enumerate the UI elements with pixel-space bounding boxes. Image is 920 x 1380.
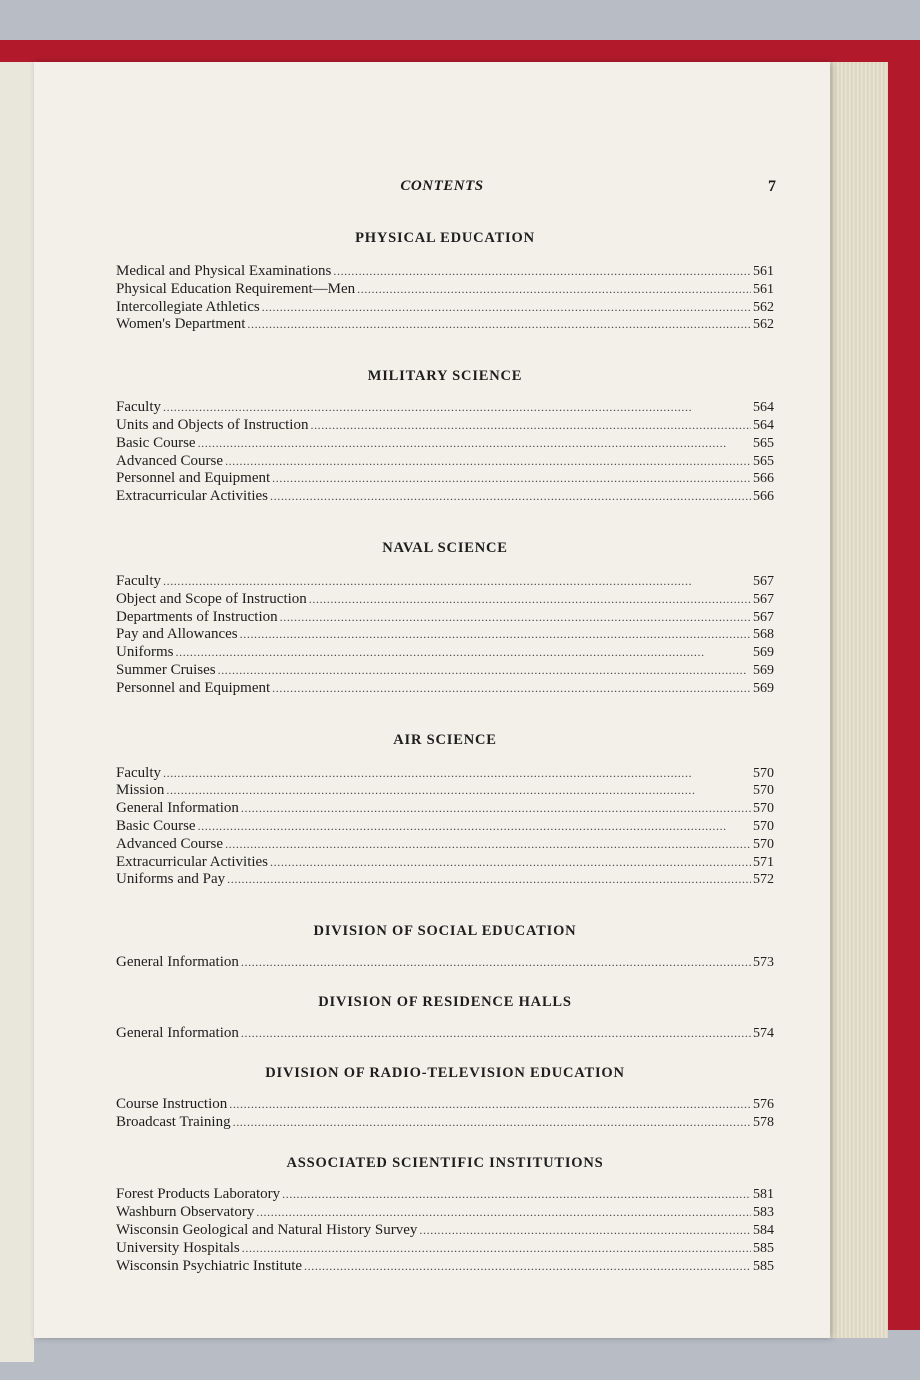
entry-page-number: 561 [753, 281, 774, 297]
toc-entry [116, 435, 774, 453]
toc-entry-list [116, 573, 774, 698]
toc-entry-list [116, 1186, 774, 1275]
section-heading: AIR SCIENCE [393, 731, 497, 748]
toc-entry [116, 417, 774, 435]
entry-page-number: 585 [753, 1258, 774, 1274]
dot-leader [198, 818, 751, 836]
toc-entry [116, 1258, 774, 1276]
entry-page-number: 578 [753, 1114, 774, 1130]
entry-label: Faculty [116, 399, 161, 416]
dot-leader [282, 1186, 751, 1204]
toc-entry [116, 782, 774, 800]
toc-entry [116, 1222, 774, 1240]
entry-label: Wisconsin Psychiatric Institute [116, 1257, 303, 1274]
entry-label: Extracurricular Activities [116, 488, 269, 505]
page-number: 7 [768, 178, 776, 195]
entry-label: Faculty [116, 764, 161, 781]
dot-leader [270, 488, 751, 506]
entry-label: Advanced Course [116, 452, 224, 469]
entry-page-number: 569 [753, 645, 774, 661]
entry-page-number: 562 [753, 299, 774, 315]
entry-page-number: 585 [753, 1240, 774, 1256]
entry-page-number: 571 [753, 854, 774, 870]
dot-leader [166, 782, 751, 800]
entry-page-number: 567 [753, 609, 774, 625]
entry-page-number: 583 [753, 1205, 774, 1221]
entry-label: Mission [116, 782, 165, 799]
toc-entry-list [116, 765, 774, 890]
toc-entry-list [116, 263, 774, 334]
toc-entry [116, 644, 774, 662]
toc-entry [116, 800, 774, 818]
toc-entry [116, 281, 774, 299]
dot-leader [357, 281, 751, 299]
toc-entry-list [116, 1025, 774, 1043]
toc-entry [116, 470, 774, 488]
dot-leader [419, 1222, 751, 1240]
toc-section [116, 923, 774, 972]
section-heading: DIVISION OF RADIO-TELEVISION EDUCATION [265, 1064, 625, 1081]
entry-label: Forest Products Laboratory [116, 1186, 281, 1203]
dot-leader [304, 1258, 751, 1276]
toc-entry [116, 453, 774, 471]
entry-label: Uniforms and Pay [116, 871, 226, 888]
entry-page-number: 570 [753, 783, 774, 799]
dot-leader [225, 453, 751, 471]
toc-entry [116, 299, 774, 317]
running-title: CONTENTS [400, 178, 484, 194]
entry-page-number: 576 [753, 1096, 774, 1112]
dot-leader [310, 417, 751, 435]
entry-label: Broadcast Training [116, 1113, 231, 1130]
entry-label: Departments of Instruction [116, 608, 278, 625]
dot-leader [241, 800, 751, 818]
entry-label: Course Instruction [116, 1095, 228, 1112]
entry-label: Faculty [116, 572, 161, 589]
entry-label: Advanced Course [116, 835, 224, 852]
toc-entry [116, 591, 774, 609]
dot-leader [256, 1204, 751, 1222]
dot-leader [240, 626, 751, 644]
dot-leader [262, 299, 751, 317]
section-heading: DIVISION OF RESIDENCE HALLS [318, 993, 572, 1010]
toc-entry-list [116, 399, 774, 506]
entry-page-number: 566 [753, 489, 774, 505]
dot-leader [229, 1096, 751, 1114]
toc-section [116, 1155, 774, 1275]
entry-page-number: 570 [753, 818, 774, 834]
toc-section [116, 732, 774, 890]
entry-page-number: 561 [753, 264, 774, 279]
entry-label: Medical and Physical Examinations [116, 263, 332, 279]
dot-leader [272, 470, 751, 488]
entry-label: Intercollegiate Athletics [116, 298, 260, 315]
toc-entry [116, 836, 774, 854]
entry-label: General Information [116, 954, 239, 971]
entry-page-number: 570 [753, 836, 774, 852]
toc-entry [116, 954, 774, 972]
entry-label: Basic Course [116, 434, 196, 451]
section-heading: ASSOCIATED SCIENTIFIC INSTITUTIONS [286, 1155, 604, 1172]
entry-page-number: 562 [753, 317, 774, 333]
dot-leader [233, 1114, 751, 1132]
dot-leader [176, 644, 752, 662]
toc-entry [116, 662, 774, 680]
toc-entry [116, 399, 774, 417]
section-heading: NAVAL SCIENCE [382, 539, 508, 556]
toc-entry-list [116, 954, 774, 972]
entry-page-number: 574 [753, 1025, 774, 1041]
toc-entry [116, 488, 774, 506]
entry-page-number: 569 [753, 662, 774, 678]
entry-page-number: 572 [753, 872, 774, 888]
section-heading: PHYSICAL EDUCATION [355, 230, 535, 246]
entry-label: Basic Course [116, 817, 196, 834]
toc-section [116, 540, 774, 698]
entry-page-number: 565 [753, 453, 774, 469]
dot-leader [227, 871, 751, 889]
toc-entry [116, 609, 774, 627]
dot-leader [242, 1240, 751, 1258]
toc-entry [116, 263, 774, 281]
toc-entry [116, 854, 774, 872]
dot-leader [247, 316, 751, 334]
dot-leader [163, 765, 751, 783]
entry-page-number: 570 [753, 765, 774, 781]
entry-page-number: 584 [753, 1222, 774, 1238]
entry-label: Units and Objects of Instruction [116, 416, 309, 433]
dot-leader [333, 263, 751, 281]
toc-section [116, 994, 774, 1043]
toc-entry [116, 680, 774, 698]
toc-entry [116, 1025, 774, 1043]
entry-label: University Hospitals [116, 1239, 240, 1256]
toc-entry [116, 316, 774, 334]
entry-page-number: 567 [753, 573, 774, 589]
book-page [34, 62, 830, 1338]
entry-label: Summer Cruises [116, 661, 216, 678]
toc-entry [116, 818, 774, 836]
entry-page-number: 567 [753, 591, 774, 607]
toc-entry [116, 1204, 774, 1222]
entry-page-number: 568 [753, 627, 774, 643]
toc-section [116, 1065, 774, 1132]
toc-entry-list [116, 1096, 774, 1132]
facing-page-edge [0, 62, 34, 1362]
entry-label: Object and Scope of Instruction [116, 590, 307, 607]
toc-entry [116, 871, 774, 889]
dot-leader [163, 399, 751, 417]
entry-page-number: 564 [753, 400, 774, 416]
entry-label: Pay and Allowances [116, 626, 238, 643]
toc-section [116, 230, 774, 334]
entry-label: Physical Education Requirement—Men [116, 280, 356, 297]
toc-section [116, 368, 774, 506]
toc-entry [116, 765, 774, 783]
toc-entry [116, 1114, 774, 1132]
entry-label: Women's Department [116, 316, 246, 333]
entry-page-number: 573 [753, 955, 774, 971]
dot-leader [198, 435, 751, 453]
entry-page-number: 564 [753, 417, 774, 433]
dot-leader [309, 591, 751, 609]
toc-entry [116, 573, 774, 591]
page-header [112, 178, 776, 202]
toc-entry [116, 626, 774, 644]
dot-leader [241, 954, 751, 972]
entry-label: Personnel and Equipment [116, 679, 271, 696]
entry-page-number: 581 [753, 1187, 774, 1203]
toc-entry [116, 1186, 774, 1204]
section-heading: MILITARY SCIENCE [367, 368, 523, 385]
table-of-contents [116, 230, 774, 1275]
entry-label: General Information [116, 1024, 239, 1041]
entry-label: Washburn Observatory [116, 1204, 255, 1221]
section-heading: DIVISION OF SOCIAL EDUCATION [313, 923, 577, 940]
entry-page-number: 565 [753, 435, 774, 451]
dot-leader [272, 680, 751, 698]
dot-leader [241, 1025, 751, 1043]
entry-page-number: 569 [753, 680, 774, 696]
entry-label: Wisconsin Geological and Natural History Survey [116, 1221, 418, 1238]
dot-leader [218, 662, 751, 680]
entry-label: General Information [116, 800, 239, 817]
dot-leader [280, 609, 751, 627]
dot-leader [163, 573, 751, 591]
entry-label: Uniforms [116, 644, 174, 661]
toc-entry [116, 1096, 774, 1114]
dot-leader [270, 854, 751, 872]
entry-label: Personnel and Equipment [116, 470, 271, 487]
dot-leader [225, 836, 751, 854]
toc-entry [116, 1240, 774, 1258]
entry-page-number: 566 [753, 471, 774, 487]
entry-label: Extracurricular Activities [116, 853, 269, 870]
entry-page-number: 570 [753, 801, 774, 817]
